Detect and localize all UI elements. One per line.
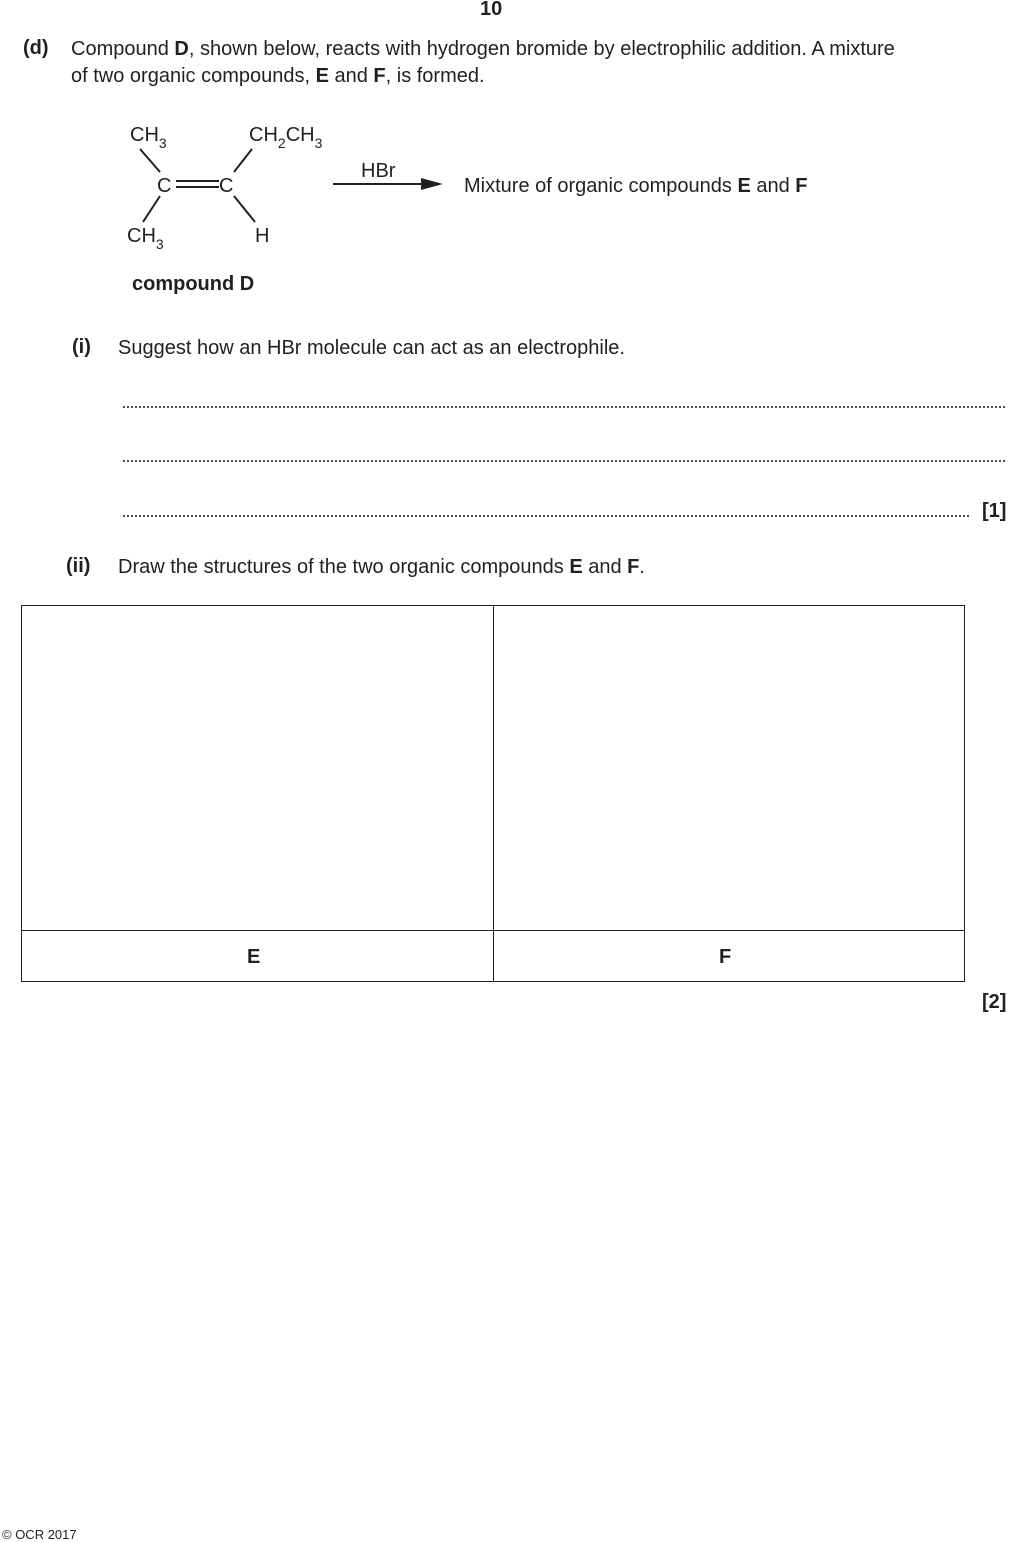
part-i-question: Suggest how an HBr molecule can act as an electrophile. — [118, 337, 625, 359]
carbon-right: C — [219, 175, 234, 197]
part-d-label: (d) — [23, 37, 49, 59]
answer-grid — [21, 605, 965, 982]
reaction-scheme — [0, 0, 1009, 310]
part-i-marks: [1] — [982, 500, 1007, 522]
bond-top-right — [234, 149, 252, 172]
question-text: . — [639, 556, 645, 578]
intro-text: , shown below, reacts with hydrogen bromide by electrophilic addition. A mixture — [188, 38, 895, 60]
bond-bottom-right — [234, 196, 255, 222]
compound-d-ref: D — [174, 38, 189, 60]
question-text: Draw the structures of the two organic compounds — [118, 556, 570, 578]
bond-bottom-left — [143, 196, 160, 222]
box-label-f: F — [719, 946, 732, 968]
reagent-label: HBr — [361, 160, 396, 182]
drawing-box-f[interactable] — [494, 606, 964, 930]
box-label-e: E — [247, 946, 261, 968]
answer-line-1[interactable] — [122, 405, 1006, 409]
compound-d-label: compound D — [132, 273, 255, 295]
copyright-footer: © OCR 2017 — [2, 1527, 77, 1542]
compound-f-ref: F — [627, 556, 640, 578]
grid-divider-vertical — [493, 606, 494, 981]
product-description: Mixture of organic compounds E and F — [464, 175, 808, 197]
carbon-left: C — [157, 175, 172, 197]
bottom-left-group: $CH_3$ — [127, 225, 164, 252]
compound-e-ref: E — [315, 65, 329, 87]
reaction-arrow-icon — [421, 178, 443, 190]
part-ii-label: (ii) — [66, 555, 91, 577]
intro-text: of two organic compounds, — [71, 65, 316, 87]
grid-divider-horizontal — [22, 930, 964, 931]
page-number: 10 — [480, 0, 503, 20]
part-i-label: (i) — [72, 336, 91, 358]
bond-top-left — [140, 149, 160, 172]
intro-text: and — [328, 65, 374, 87]
intro-text: , is formed. — [385, 65, 485, 87]
top-right-group: $CH_2CH_3$ — [249, 124, 323, 151]
answer-line-3[interactable] — [122, 514, 970, 518]
question-text: and — [582, 556, 628, 578]
compound-f-ref: F — [373, 65, 386, 87]
part-ii-marks: [2] — [982, 991, 1007, 1013]
answer-line-2[interactable] — [122, 459, 1006, 463]
intro-text: Compound — [71, 38, 175, 60]
bottom-right-group: H — [255, 225, 270, 247]
compound-e-ref: E — [569, 556, 583, 578]
part-ii-question — [118, 555, 645, 579]
drawing-box-e[interactable] — [22, 606, 493, 930]
top-left-group: $CH_3$ — [130, 124, 167, 151]
